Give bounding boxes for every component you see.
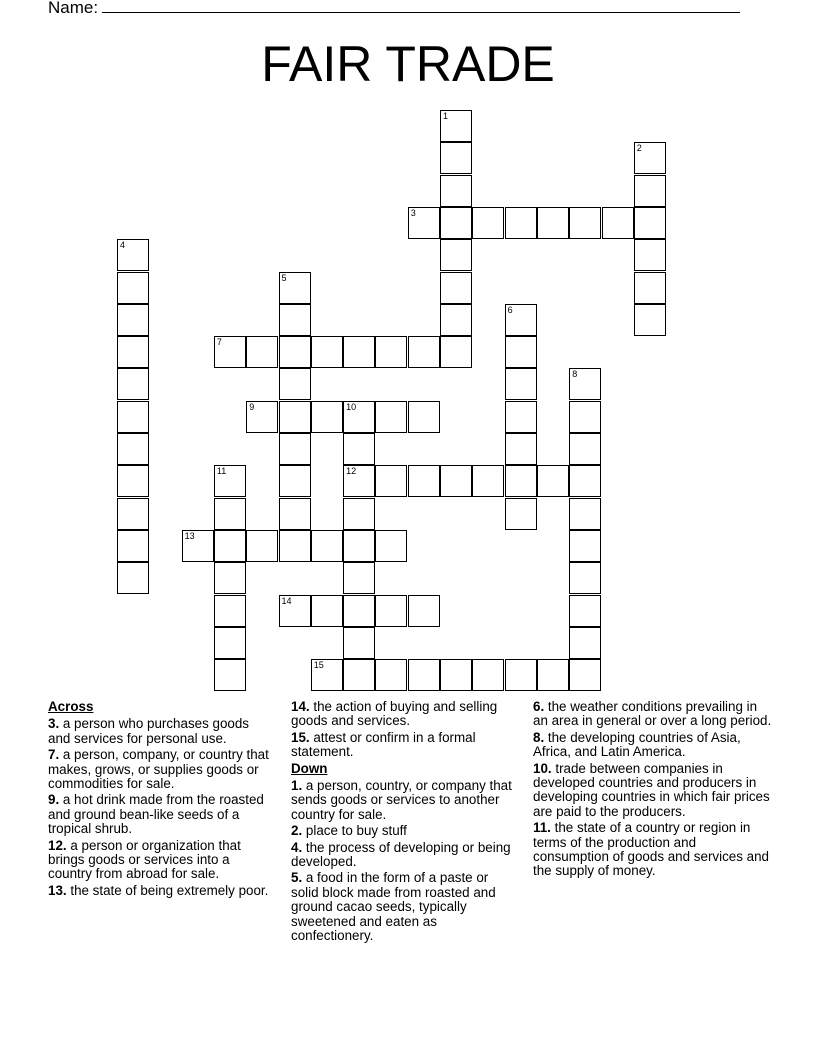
clue-number-label: 13. <box>48 882 67 898</box>
clue-number-label: 5. <box>291 870 303 886</box>
down-clue <box>291 824 516 838</box>
clue-number-label: 3. <box>48 716 60 732</box>
grid-cell[interactable] <box>375 595 407 627</box>
grid-cell[interactable] <box>117 498 149 530</box>
grid-cell[interactable] <box>472 207 504 239</box>
across-clue <box>48 793 270 836</box>
clue-text: a hot drink made from the roasted and ground bean-like seeds of a tropical shrub. <box>48 792 264 837</box>
grid-cell[interactable] <box>440 336 472 368</box>
grid-cell[interactable] <box>279 336 311 368</box>
grid-cell[interactable] <box>602 207 634 239</box>
down-heading: Down <box>291 760 328 776</box>
clue-number: 7 <box>216 337 222 348</box>
grid-cell[interactable] <box>472 465 504 497</box>
grid-cell[interactable] <box>440 659 472 691</box>
grid-cell[interactable] <box>279 304 311 336</box>
grid-cell[interactable] <box>505 368 537 400</box>
grid-cell[interactable] <box>343 336 375 368</box>
clue-number: 2 <box>636 143 642 154</box>
name-label: Name: <box>48 0 99 17</box>
grid-cell[interactable] <box>214 336 246 368</box>
grid-cell[interactable] <box>440 465 472 497</box>
grid-cell[interactable] <box>246 336 278 368</box>
puzzle-title: FAIR TRADE <box>261 36 555 92</box>
across-list-b <box>291 700 516 760</box>
clue-number-label: 12. <box>48 837 67 853</box>
grid-cell[interactable] <box>569 530 601 562</box>
clue-number: 13 <box>184 530 195 541</box>
grid-cell[interactable] <box>279 498 311 530</box>
clue-number-label: 15. <box>291 729 310 745</box>
grid-cell[interactable] <box>117 465 149 497</box>
clue-text: a food in the form of a paste or solid block made from roasted and ground cacao seeds, typically sweetened and eaten as confectionery. <box>291 870 496 944</box>
grid-cell[interactable] <box>279 595 311 627</box>
clue-text: the weather conditions prevailing in an area in general or over a long period. <box>533 699 772 729</box>
clue-text: the process of developing or being developed. <box>291 839 511 870</box>
grid-cell[interactable] <box>311 659 343 691</box>
grid-cell[interactable] <box>343 595 375 627</box>
grid-cell[interactable] <box>634 239 666 271</box>
grid-cell[interactable] <box>375 465 407 497</box>
clue-number: 15 <box>313 660 324 671</box>
down-list-b <box>533 700 773 879</box>
clue-text: place to buy stuff <box>302 823 407 839</box>
grid-cell[interactable] <box>634 272 666 304</box>
grid-cell[interactable] <box>505 336 537 368</box>
across-clue <box>48 748 270 791</box>
clue-number: 9 <box>249 401 255 412</box>
grid-cell[interactable] <box>440 142 472 174</box>
grid-cell[interactable] <box>505 207 537 239</box>
grid-cell[interactable] <box>440 207 472 239</box>
across-clue <box>48 717 270 746</box>
grid-cell[interactable] <box>505 498 537 530</box>
grid-cell[interactable] <box>343 401 375 433</box>
grid-cell[interactable] <box>634 175 666 207</box>
grid-cell[interactable] <box>472 659 504 691</box>
grid-cell[interactable] <box>408 336 440 368</box>
grid-cell[interactable] <box>440 304 472 336</box>
grid-cell[interactable] <box>343 659 375 691</box>
grid-cell[interactable] <box>279 272 311 304</box>
grid-cell[interactable] <box>408 207 440 239</box>
grid-cell[interactable] <box>343 530 375 562</box>
grid-cell[interactable] <box>505 401 537 433</box>
down-clue <box>533 700 773 729</box>
grid-cell[interactable] <box>408 659 440 691</box>
clue-text: a person, company, or country that makes, grows, or supplies goods or commodities for sale. <box>48 747 269 792</box>
grid-cell[interactable] <box>569 433 601 465</box>
clue-number: 10 <box>346 401 357 412</box>
grid-cell[interactable] <box>214 498 246 530</box>
clue-text: the state of a country or region in terms of the production and consumption of goods and services and the supply of money. <box>533 820 769 879</box>
grid-cell[interactable] <box>343 465 375 497</box>
grid-cell[interactable] <box>311 530 343 562</box>
grid-cell[interactable] <box>537 659 569 691</box>
clues-column-1 <box>48 700 270 900</box>
clue-number: 5 <box>281 272 287 283</box>
grid-cell[interactable] <box>214 659 246 691</box>
grid-cell[interactable] <box>440 110 472 142</box>
clue-text: attest or confirm in a formal statement. <box>291 729 476 760</box>
clue-text: the developing countries of Asia, Africa, and Latin America. <box>533 729 741 760</box>
grid-cell[interactable] <box>311 336 343 368</box>
grid-cell[interactable] <box>505 433 537 465</box>
grid-cell[interactable] <box>117 401 149 433</box>
grid-cell[interactable] <box>408 595 440 627</box>
grid-cell[interactable] <box>375 336 407 368</box>
grid-cell[interactable] <box>505 659 537 691</box>
across-clue <box>48 884 270 898</box>
down-list-a <box>291 779 516 943</box>
grid-cell[interactable] <box>375 530 407 562</box>
down-clue <box>291 779 516 822</box>
grid-cell[interactable] <box>117 272 149 304</box>
grid-cell[interactable] <box>343 627 375 659</box>
clue-number-label: 9. <box>48 792 60 808</box>
grid-cell[interactable] <box>246 401 278 433</box>
grid-cell[interactable] <box>279 433 311 465</box>
grid-cell[interactable] <box>505 465 537 497</box>
grid-cell[interactable] <box>569 498 601 530</box>
down-clue <box>533 762 773 820</box>
grid-cell[interactable] <box>343 498 375 530</box>
grid-cell[interactable] <box>117 433 149 465</box>
grid-cell[interactable] <box>537 465 569 497</box>
grid-cell[interactable] <box>117 562 149 594</box>
grid-cell[interactable] <box>537 207 569 239</box>
grid-cell[interactable] <box>569 627 601 659</box>
clue-number-label: 4. <box>291 839 303 855</box>
grid-cell[interactable] <box>569 465 601 497</box>
grid-cell[interactable] <box>440 175 472 207</box>
down-clue <box>533 731 773 760</box>
clue-number-label: 8. <box>533 729 545 745</box>
grid-cell[interactable] <box>279 465 311 497</box>
grid-cell[interactable] <box>440 272 472 304</box>
grid-cell[interactable] <box>634 142 666 174</box>
grid-cell[interactable] <box>311 401 343 433</box>
grid-cell[interactable] <box>343 433 375 465</box>
clue-number-label: 11. <box>533 820 551 836</box>
clue-text: a person, country, or company that sends goods or services to another country for sale. <box>291 778 512 822</box>
grid-cell[interactable] <box>117 336 149 368</box>
grid-cell[interactable] <box>569 562 601 594</box>
clue-number-label: 6. <box>533 699 545 714</box>
grid-cell[interactable] <box>117 530 149 562</box>
clue-number-label: 7. <box>48 747 60 763</box>
clue-number-label: 10. <box>533 760 552 776</box>
grid-cell[interactable] <box>408 465 440 497</box>
clue-number: 3 <box>410 207 416 218</box>
clue-number: 1 <box>443 111 449 121</box>
down-clue <box>291 841 516 870</box>
clues-column-2 <box>291 700 516 946</box>
grid-cell[interactable] <box>569 401 601 433</box>
across-clue <box>291 731 516 760</box>
grid-cell[interactable] <box>214 530 246 562</box>
clue-number-label: 1. <box>291 778 303 794</box>
grid-cell[interactable] <box>634 207 666 239</box>
clue-number: 12 <box>346 466 357 477</box>
grid-cell[interactable] <box>440 239 472 271</box>
grid-cell[interactable] <box>375 659 407 691</box>
clue-text: a person who purchases goods and services for personal use. <box>48 716 249 746</box>
grid-cell[interactable] <box>246 530 278 562</box>
clue-text: the state of being extremely poor. <box>66 882 269 898</box>
across-list-a <box>48 717 270 898</box>
down-clue <box>291 871 516 943</box>
grid-cell[interactable] <box>505 304 537 336</box>
grid-cell[interactable] <box>279 401 311 433</box>
grid-cell[interactable] <box>214 562 246 594</box>
grid-cell[interactable] <box>408 401 440 433</box>
grid-cell[interactable] <box>214 627 246 659</box>
grid-cell[interactable] <box>569 595 601 627</box>
grid-cell[interactable] <box>375 401 407 433</box>
clue-text: a person or organization that brings goods or services into a country from abroad for sale. <box>48 837 241 882</box>
grid-cell[interactable] <box>279 530 311 562</box>
clue-number-label: 2. <box>291 823 303 839</box>
grid-cell[interactable] <box>117 368 149 400</box>
grid-cell[interactable] <box>569 207 601 239</box>
grid-cell[interactable] <box>117 239 149 271</box>
grid-cell[interactable] <box>311 595 343 627</box>
clue-number: 8 <box>572 369 578 380</box>
clue-number: 14 <box>281 595 292 606</box>
clues-column-3 <box>533 700 773 881</box>
grid-cell[interactable] <box>214 595 246 627</box>
clue-text: trade between companies in developed countries and producers in developing countries in which fair prices are paid to the producers. <box>533 760 770 819</box>
grid-cell[interactable] <box>182 530 214 562</box>
across-clue <box>48 839 270 882</box>
grid-cell[interactable] <box>279 368 311 400</box>
clue-number-label: 14. <box>291 699 310 714</box>
grid-cell[interactable] <box>569 659 601 691</box>
grid-cell[interactable] <box>634 304 666 336</box>
grid-cell[interactable] <box>343 562 375 594</box>
grid-cell[interactable] <box>117 304 149 336</box>
clue-number: 6 <box>507 304 513 315</box>
clue-text: the action of buying and selling goods and services. <box>291 699 498 729</box>
clue-number: 4 <box>120 240 126 251</box>
clue-number: 11 <box>216 466 227 477</box>
grid-cell[interactable] <box>569 368 601 400</box>
across-clue <box>291 700 516 729</box>
down-clue <box>533 821 773 879</box>
across-heading: Across <box>48 699 94 714</box>
grid-cell[interactable] <box>214 465 246 497</box>
